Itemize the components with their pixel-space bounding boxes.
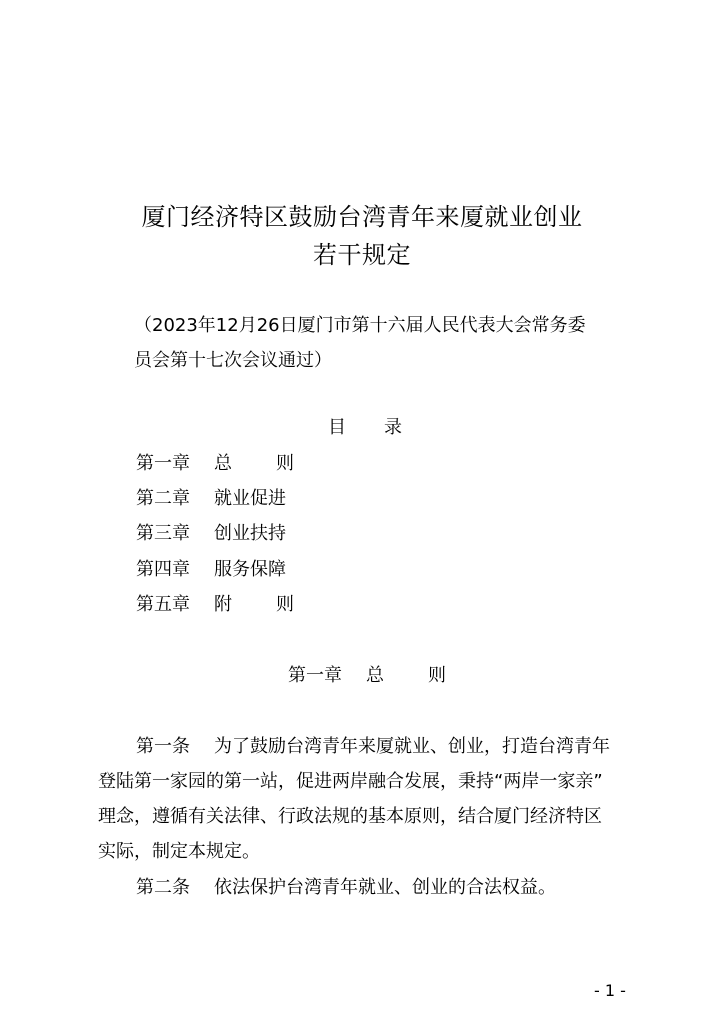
article1-line4: 实际，制定本规定。 — [98, 841, 260, 862]
article1-text-line1: 为了鼓励台湾青年来厦就业、创业，打造台湾青年 — [214, 736, 610, 757]
article1-line2: 登陆第一家园的第一站，促进两岸融合发展，秉持“两岸一家亲” — [98, 771, 603, 792]
toc-item-number: 第二章 — [136, 488, 190, 509]
toc-item-number: 第一章 — [136, 453, 190, 474]
toc-item — [136, 520, 286, 548]
toc-item-number: 第五章 — [136, 594, 190, 615]
toc-item-name: 创业扶持 — [214, 523, 286, 544]
toc-heading-char2: 录 — [384, 417, 402, 438]
article2-label: 第二条 — [136, 877, 190, 898]
chapter-name-part1: 总 — [366, 665, 384, 686]
toc-heading — [328, 414, 402, 442]
toc-item-name: 附 则 — [214, 594, 294, 615]
adoption-note-line2: 员会第十七次会议通过） — [134, 350, 332, 371]
toc-item — [136, 450, 294, 478]
article2-line1 — [136, 874, 556, 902]
article1-line1 — [136, 733, 610, 761]
adoption-note-line1: （2023年12月26日厦门市第十六届人民代表大会常务委 — [134, 315, 586, 336]
toc-item — [136, 591, 294, 619]
toc-item-number: 第三章 — [136, 523, 190, 544]
article1-line3: 理念，遵循有关法律、行政法规的基本原则，结合厦门经济特区 — [98, 806, 602, 827]
toc-item — [136, 485, 286, 513]
toc-heading-char1: 目 — [328, 417, 346, 438]
toc-item-name: 总 则 — [214, 453, 294, 474]
document-title-line1: 厦门经济特区鼓励台湾青年来厦就业创业 — [141, 203, 583, 231]
toc-item-name: 服务保障 — [214, 559, 286, 580]
article1-label: 第一条 — [136, 736, 190, 757]
chapter-heading — [288, 662, 446, 690]
toc-item-number: 第四章 — [136, 559, 190, 580]
document-title-line2: 若干规定 — [313, 241, 411, 269]
toc-item-name: 就业促进 — [214, 488, 286, 509]
toc-item — [136, 556, 286, 584]
chapter-name-part2: 则 — [428, 665, 446, 686]
article2-text: 依法保护台湾青年就业、创业的合法权益。 — [214, 877, 556, 898]
chapter-number: 第一章 — [288, 665, 342, 686]
page-number: - 1 - — [594, 981, 626, 1000]
